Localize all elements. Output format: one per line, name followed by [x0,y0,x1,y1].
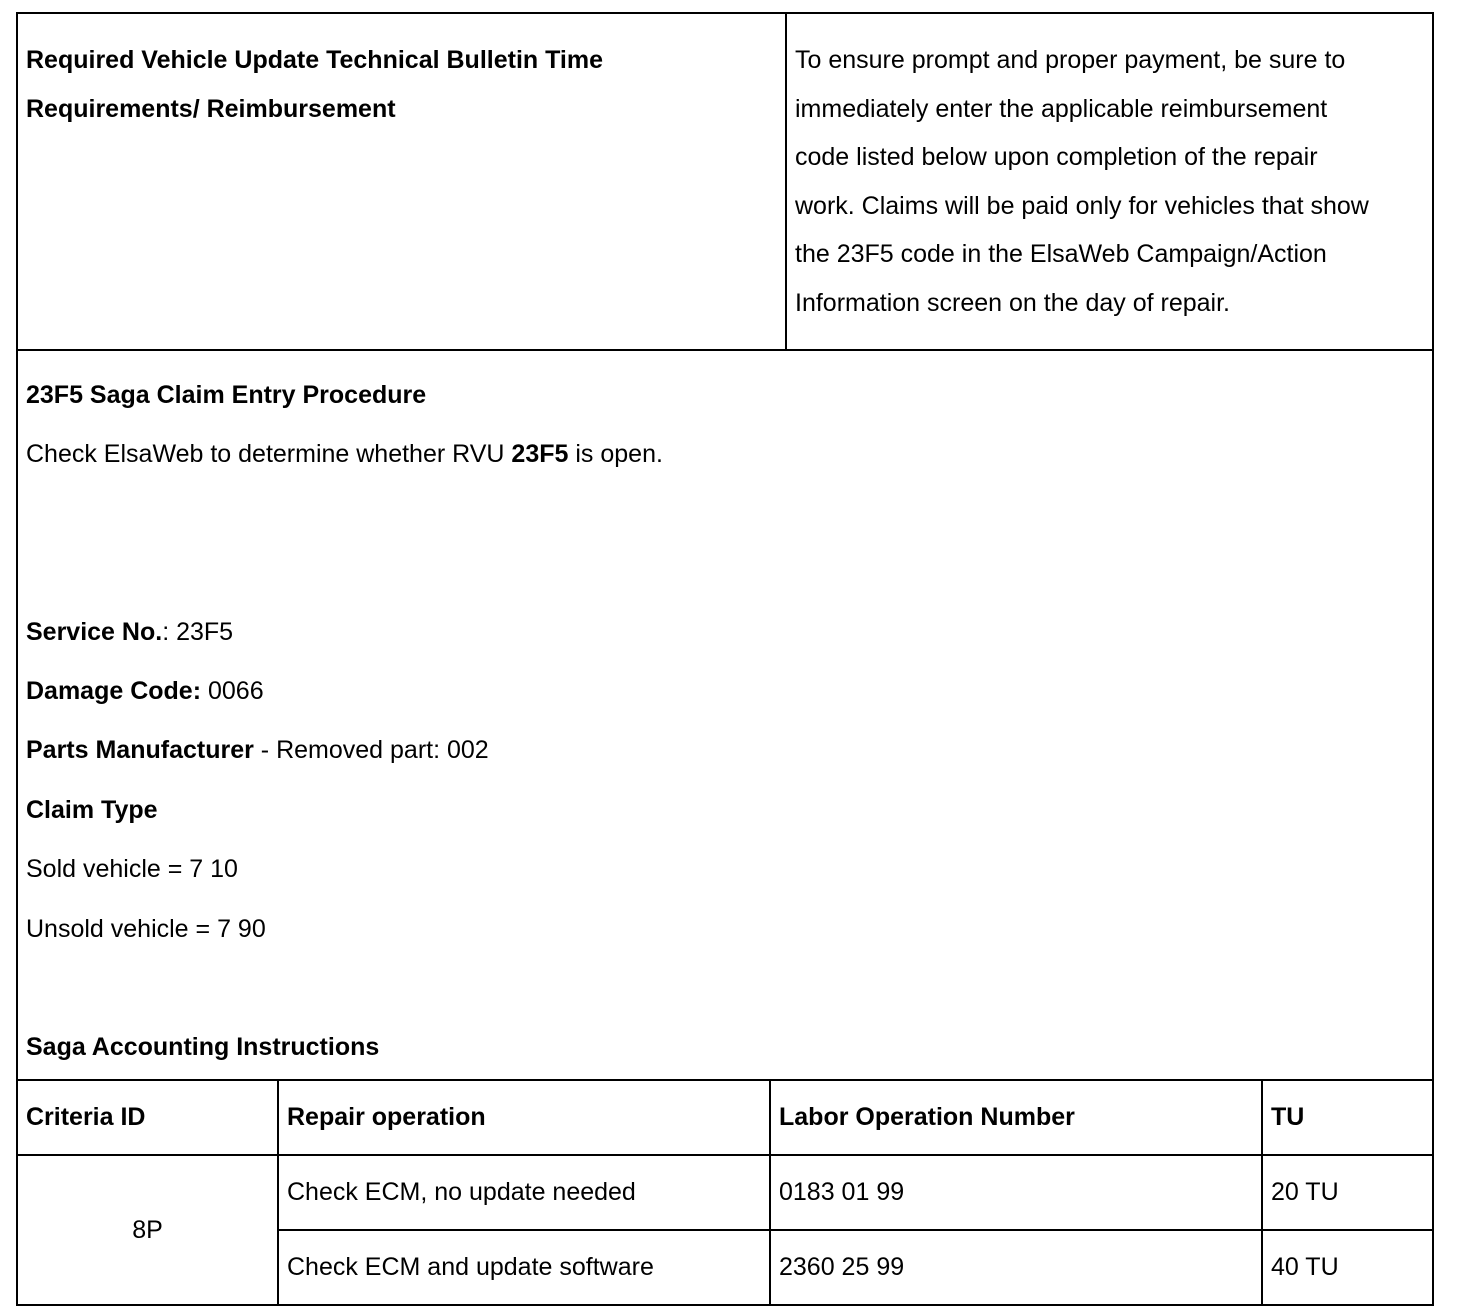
column-header: TU [1262,1080,1433,1155]
column-header: Repair operation [278,1080,770,1155]
tu-cell: 20 TU [1262,1155,1433,1230]
instruction-line: immediately enter the applicable reimbursement [795,94,1328,123]
claim-type-label: Claim Type [26,796,158,824]
tu-cell: 40 TU [1262,1230,1433,1305]
repair-operation-cell: Check ECM and update software [278,1230,770,1305]
instruction-line: Information screen on the day of repair. [795,288,1230,317]
instruction-line: the 23F5 code in the ElsaWeb Campaign/Action [795,240,1327,268]
criteria-id-cell: 8P [17,1155,278,1305]
procedure-title: 23F5 Saga Claim Entry Procedure [26,381,427,409]
labor-op-cell: 2360 25 99 [770,1230,1262,1305]
payment-instructions [786,13,1433,350]
bulletin-document [16,12,1434,1306]
instruction-line: To ensure prompt and proper payment, be sure to [795,46,1346,74]
reimbursement-title: Required Vehicle Update Technical Bulletin Time Requirements/ Reimbursement [17,13,786,350]
instruction-line: code listed below upon completion of the repair [795,143,1318,171]
column-header: Labor Operation Number [770,1080,1262,1155]
instruction-line: work. Claims will be paid only for vehicles that show [795,191,1369,220]
table-header-row [17,1080,1433,1155]
sold-vehicle-code: Sold vehicle = 7 10 [26,855,238,883]
accounting-table [16,1079,1434,1306]
labor-op-cell: 0183 01 99 [770,1155,1262,1230]
unsold-vehicle-code: Unsold vehicle = 7 90 [26,915,266,943]
repair-operation-cell: Check ECM, no update needed [278,1155,770,1230]
table-row [17,1155,1433,1230]
elsaweb-check-text: Check ElsaWeb to determine whether RVU 23F5 is open. [26,440,663,468]
reimbursement-header-table [16,12,1434,351]
claim-entry-procedure [16,351,1434,1079]
damage-code: Damage Code: 0066 [26,677,264,705]
parts-manufacturer: Parts Manufacturer - Removed part: 002 [26,736,489,764]
rvu-code: 23F5 [511,440,569,468]
column-header: Criteria ID [17,1080,278,1155]
service-number: Service No.: 23F5 [26,618,234,646]
accounting-title: Saga Accounting Instructions [26,1033,380,1061]
